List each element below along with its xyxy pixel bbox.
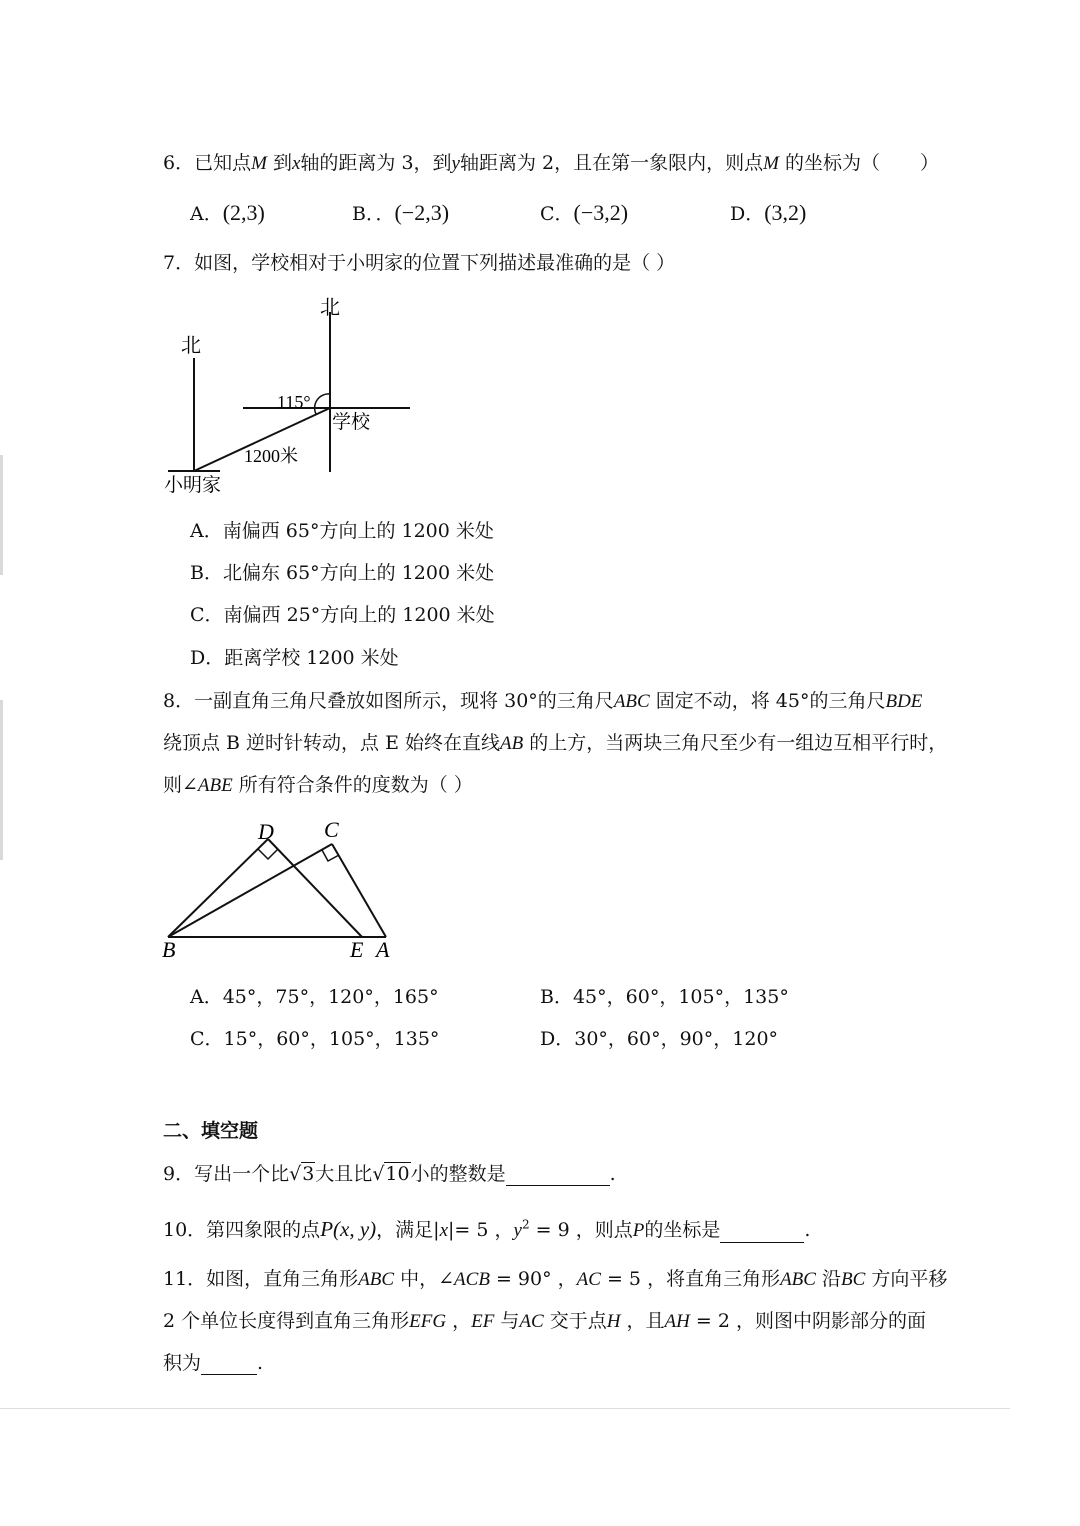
q7-option-d[interactable]: D．距离学校 1200 米处 (190, 647, 399, 669)
q8-option-b[interactable]: B．45°，60°，105°，135° (540, 986, 789, 1008)
distance-label: 1200米 (244, 446, 298, 466)
q6-option-b[interactable]: B．．(−2,3) (352, 200, 450, 225)
q7-option-c[interactable]: C．南偏西 25°方向上的 1200 米处 (190, 604, 495, 626)
label-a: A (376, 937, 390, 962)
q11-stem-line3: 积为 . (163, 1352, 264, 1374)
label-c: C (324, 817, 339, 842)
q8-stem-line1: 8．一副直角三角尺叠放如图所示，现将 30°的三角尺ABC 固定不动，将 45°的三角尺BDE (163, 690, 923, 712)
q10-answer-blank[interactable] (720, 1224, 804, 1243)
section-title-fill-in: 二、填空题 (163, 1120, 259, 1142)
q8-stem-line3: 则∠ABE 所有符合条件的度数为（ ） (163, 774, 473, 796)
q11-answer-blank[interactable] (201, 1356, 257, 1375)
school-label: 学校 (332, 412, 371, 433)
q7-direction-figure (150, 290, 430, 500)
q8-stem-line2: 绕顶点 B 逆时针转动，点 E 始终在直线AB 的上方，当两块三角尺至少有一组边互相平行时， (163, 732, 948, 754)
angle-label: 115° (277, 392, 311, 412)
page-divider (0, 1408, 1010, 1409)
q6-option-a[interactable]: A．(2,3) (190, 200, 265, 225)
right-angle-d (258, 849, 278, 859)
q7-option-b[interactable]: B．北偏东 65°方向上的 1200 米处 (190, 562, 495, 584)
q6-option-c[interactable]: C．(−3,2) (540, 200, 629, 225)
q6-stem: 6．已知点M 到x轴的距离为 3，到y轴距离为 2，且在第一象限内，则点M 的坐标为（ ） (163, 152, 940, 174)
home-label: 小明家 (164, 475, 222, 496)
q9-stem: 9．写出一个比√3大且比√10小的整数是 . (163, 1163, 616, 1185)
q8-option-c[interactable]: C．15°，60°，105°，135° (190, 1028, 440, 1050)
q10-stem: 10．第四象限的点P(x, y)，满足|x|= 5 ，$y^2 = 9$ ，则点P的坐标是 . (163, 1217, 811, 1241)
q7-stem: 7．如图，学校相对于小明家的位置下列描述最准确的是（ ） (163, 252, 676, 274)
q6-option-d[interactable]: D．(3,2) (730, 200, 807, 225)
q8-option-d[interactable]: D．30°，60°，90°，120° (540, 1028, 779, 1050)
q9-answer-blank[interactable] (506, 1167, 610, 1186)
q8-triangle-figure (150, 815, 410, 965)
label-e: E (350, 937, 364, 962)
north-label-right: 北 (320, 297, 340, 319)
scan-edge-mark (0, 455, 3, 575)
north-label-left: 北 (181, 335, 201, 357)
q8-option-a[interactable]: A．45°，75°，120°，165° (190, 986, 439, 1008)
scan-edge-mark (0, 700, 3, 860)
q11-stem-line2: 2 个单位长度得到直角三角形EFG ，EF 与AC 交于点H ，且AH = 2 ，则图中阴影部分的面 (163, 1310, 926, 1332)
label-d: D (258, 819, 274, 844)
label-b: B (162, 937, 176, 962)
side-ca (332, 844, 386, 937)
q11-stem-line1: 11．如图，直角三角形ABC 中，∠ACB = 90° ，AC = 5 ，将直角三角形ABC 沿BC 方向平移 (163, 1268, 948, 1290)
q7-option-a[interactable]: A．南偏西 65°方向上的 1200 米处 (190, 520, 494, 542)
